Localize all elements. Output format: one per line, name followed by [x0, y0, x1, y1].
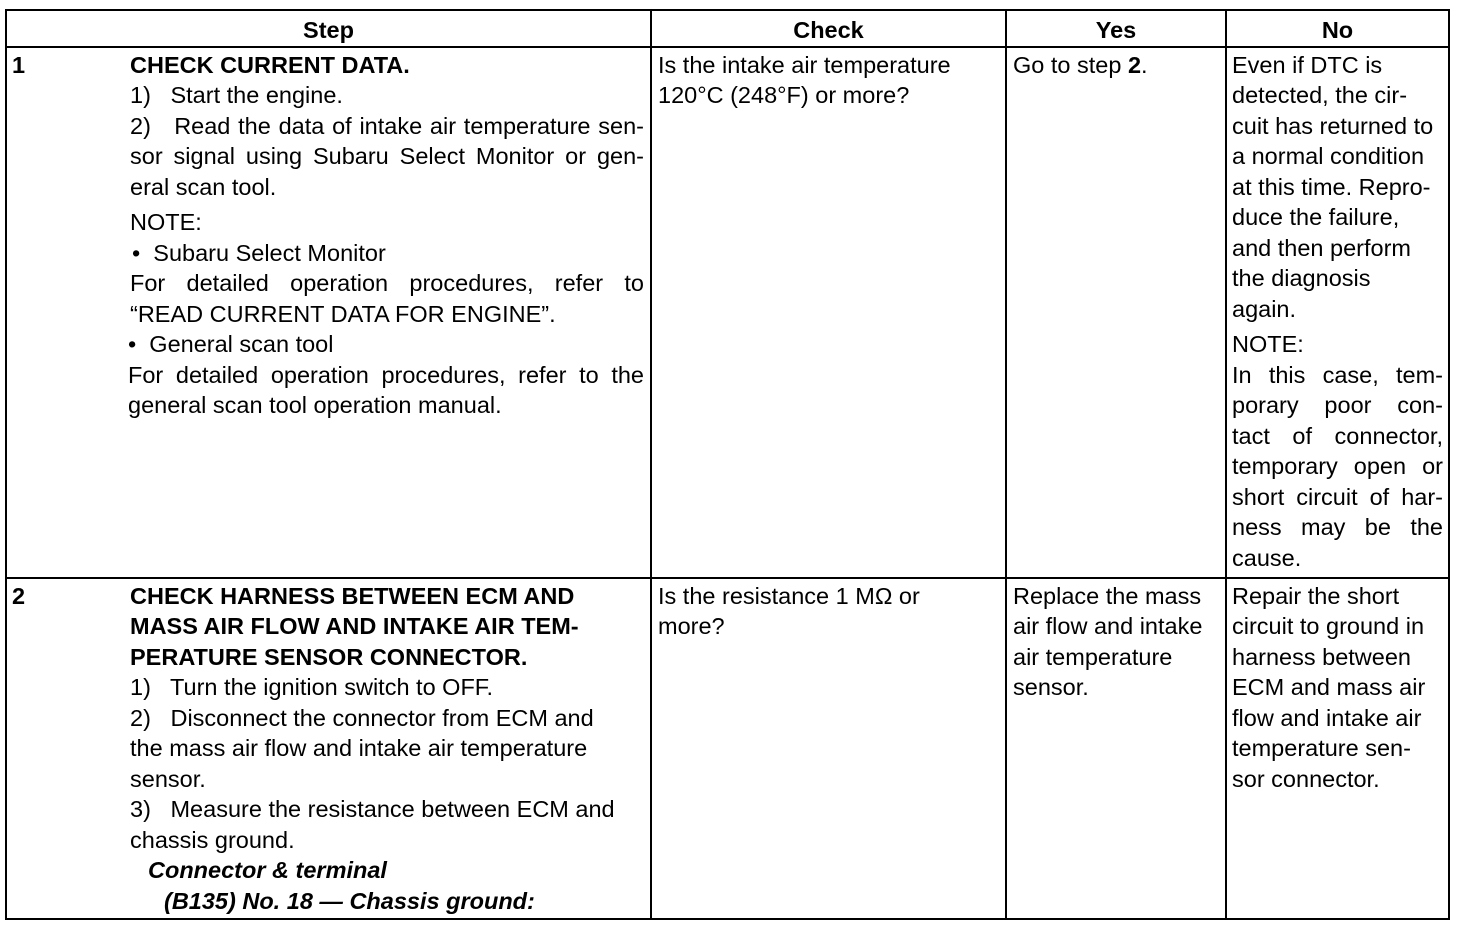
no-text: In this case, tem- — [1232, 361, 1443, 388]
step-text: 2) Disconnect the connector from ECM and — [130, 704, 594, 731]
header-row — [6, 10, 1449, 47]
step-text: the mass air flow and intake air temperature — [130, 735, 588, 761]
no-text: cuit has returned to — [1232, 112, 1434, 139]
no-text: a normal condition — [1232, 143, 1425, 169]
step-text: 1) Start the engine. — [130, 82, 343, 108]
yes-text: air temperature — [1013, 643, 1173, 670]
check-text: 120°C (248°F) or more? — [658, 82, 910, 108]
step-title: PERATURE SENSOR CONNECTOR. — [130, 643, 528, 670]
table-row — [6, 47, 1449, 578]
check-cell — [651, 578, 1006, 919]
no-text: circuit to ground in — [1232, 613, 1425, 639]
yes-text: . — [1141, 51, 1148, 78]
no-text: tact of connector, — [1232, 422, 1443, 449]
header-no: No — [1226, 10, 1449, 47]
no-text: ECM and mass air — [1232, 674, 1426, 700]
yes-cell — [1006, 47, 1226, 578]
header-check: Check — [651, 10, 1006, 47]
no-text: temporary open or — [1232, 453, 1443, 479]
step-text: sensor. — [130, 765, 206, 792]
step-text: “READ CURRENT DATA FOR ENGINE”. — [130, 300, 556, 327]
yes-text: Go to step — [1013, 51, 1128, 78]
step-text: sor signal using Subaru Select Monitor or gen- — [130, 143, 644, 169]
check-text: more? — [658, 613, 725, 639]
note-label: NOTE: — [130, 209, 202, 235]
no-text: flow and intake air — [1232, 704, 1422, 731]
no-text: temperature sen- — [1232, 735, 1411, 761]
step-text: 2) Read the data of intake air temperature sen- — [130, 112, 644, 139]
no-text: cause. — [1232, 544, 1302, 571]
step-title: CHECK CURRENT DATA. — [130, 51, 410, 78]
yes-cell — [1006, 578, 1226, 919]
step-text: 3) Measure the resistance between ECM and — [130, 796, 615, 822]
step-cell — [6, 47, 651, 578]
step-text: chassis ground. — [130, 826, 295, 853]
check-text: Is the resistance 1 MΩ or — [658, 582, 920, 609]
table-row — [6, 578, 1449, 919]
step-number: 1 — [12, 51, 26, 78]
no-cell — [1226, 578, 1449, 919]
no-text: porary poor con- — [1232, 392, 1443, 418]
step-cell — [6, 578, 651, 919]
step-text: general scan tool operation manual. — [128, 392, 502, 418]
yes-text: air flow and intake — [1013, 613, 1203, 639]
connector-value: (B135) No. 18 — Chassis ground: — [164, 887, 535, 914]
no-text: at this time. Repro- — [1232, 173, 1431, 200]
check-text: Is the intake air temperature — [658, 51, 951, 78]
no-text: Repair the short — [1232, 582, 1400, 609]
step-text: 1) Turn the ignition switch to OFF. — [130, 674, 494, 700]
bullet-item: • Subaru Select Monitor — [132, 239, 386, 266]
no-text: harness between — [1232, 643, 1411, 670]
step-title: MASS AIR FLOW AND INTAKE AIR TEM- — [130, 613, 579, 639]
step-text: For detailed operation procedures, refer to the — [128, 361, 644, 388]
no-text: ness may be the — [1232, 514, 1443, 540]
no-cell — [1226, 47, 1449, 578]
bullet-item: • General scan tool — [128, 331, 334, 357]
yes-step-ref: 2 — [1127, 51, 1142, 78]
header-yes: Yes — [1006, 10, 1226, 47]
check-cell — [651, 47, 1006, 578]
no-text: duce the failure, — [1232, 204, 1400, 230]
note-label: NOTE: — [1232, 331, 1304, 357]
connector-label: Connector & terminal — [148, 857, 387, 883]
no-text: short circuit of har- — [1232, 483, 1443, 510]
yes-text: sensor. — [1013, 674, 1089, 700]
step-number: 2 — [12, 582, 26, 609]
no-text: detected, the cir- — [1232, 82, 1408, 108]
no-text: the diagnosis — [1232, 265, 1371, 291]
no-text: Even if DTC is — [1232, 51, 1383, 78]
step-text: eral scan tool. — [130, 173, 277, 200]
diagnostic-table — [5, 9, 1450, 920]
no-text: sor connector. — [1232, 765, 1380, 792]
step-title: CHECK HARNESS BETWEEN ECM AND — [130, 582, 575, 609]
no-text: again. — [1232, 295, 1297, 322]
no-text: and then perform — [1232, 234, 1411, 261]
step-text: For detailed operation procedures, refer to — [130, 270, 644, 296]
header-step: Step — [6, 10, 651, 47]
yes-text: Replace the mass — [1013, 582, 1202, 609]
